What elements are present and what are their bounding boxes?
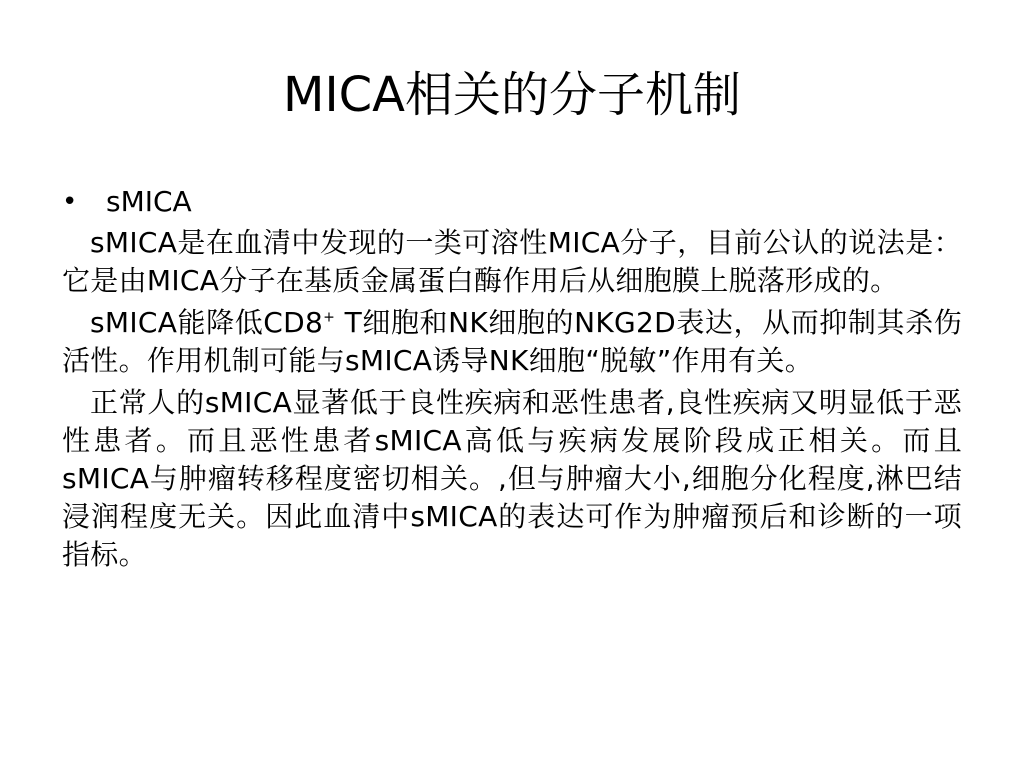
- paragraph-mechanism: [62, 304, 962, 380]
- slide-content: [62, 182, 962, 578]
- bullet-dot-icon: •: [62, 187, 78, 217]
- paragraph-clinical: 正常人的sMICA显著低于良性疾病和恶性患者,良性疾病又明显低于恶性患者。而且恶性患者sMICA高低与疾病发展阶段成正相关。而且sMICA与肿瘤转移程度密切相关。,但与肿瘤大小,细胞分化程度,淋巴结浸润程度无关。因此血清中sMICA的表达可作为肿瘤预后和诊断的一项指标。: [62, 386, 962, 571]
- paragraph-mechanism-end: T细胞和NK细胞的NKG2D表达，从而抑制其杀伤活性。作用机制可能与sMICA诱导NK细胞“脱敏”作用有关。: [62, 306, 962, 377]
- bullet-item: [62, 182, 962, 222]
- bullet-text: sMICA: [106, 185, 192, 218]
- paragraph-mechanism-start: sMICA能降低CD8: [90, 306, 324, 339]
- paragraph-definition: sMICA是在血清中发现的一类可溶性MICA分子，目前公认的说法是：它是由MICA分子在基质金属蛋白酶作用后从细胞膜上脱落形成的。: [62, 226, 962, 297]
- superscript-plus: +: [323, 309, 336, 326]
- slide-title: MICA相关的分子机制: [283, 67, 741, 123]
